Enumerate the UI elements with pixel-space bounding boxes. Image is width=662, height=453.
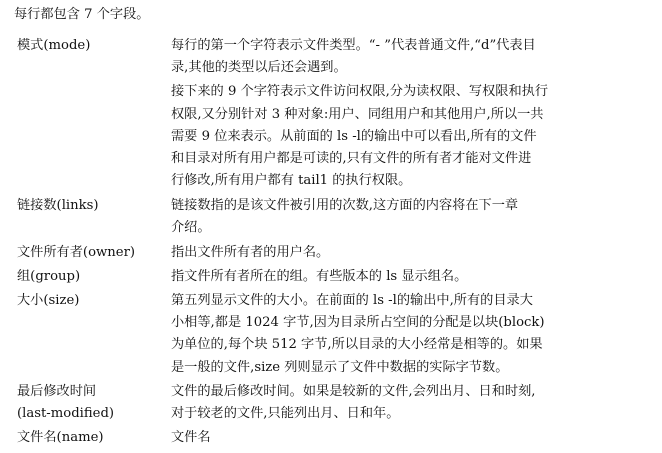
field-description — [171, 290, 651, 379]
desc-line: 需要 9 位来表示。从前面的 ls -l的输出中可以看出,所有的文件 — [171, 128, 537, 144]
desc-line: 指出文件所有者的用户名。 — [171, 245, 330, 260]
field-term: 文件名(name) — [17, 430, 104, 445]
desc-line: 录,其他的类型以后还会遇到。 — [171, 60, 347, 76]
desc-line: 和目录对所有用户都是可读的,只有文件的所有者才能对文件进 — [171, 151, 532, 167]
field-term: 文件所有者(owner) — [17, 245, 136, 260]
field-term: 大小(size) — [17, 293, 80, 308]
desc-line: 对于较老的文件,只能列出月、日和年。 — [171, 406, 400, 422]
desc-line: 指文件所有者所在的组。有些版本的 ls 显示组名。 — [171, 269, 468, 284]
field-term-line: 最后修改时间 — [17, 384, 97, 399]
field-term: 链接数(links) — [17, 198, 99, 213]
field-term — [17, 381, 114, 425]
desc-line: 权限,又分别针对 3 种对象:用户、同组用户和其他用户,所以一共 — [171, 106, 544, 122]
field-term: 组(group) — [17, 269, 81, 284]
desc-line: 第五列显示文件的大小。在前面的 ls -l的输出中,所有的目录大 — [171, 293, 533, 308]
field-description — [171, 35, 651, 192]
desc-line: 链接数指的是该文件被引用的次数,这方面的内容将在下一章 — [171, 198, 519, 213]
intro-line: 每行都包含 7 个字段。 — [14, 7, 150, 22]
desc-line: 小相等,都是 1024 字节,因为目录所占空间的分配是以块(block) — [171, 315, 545, 331]
field-description — [171, 242, 651, 264]
desc-line: 文件名 — [171, 430, 211, 445]
desc-line: 文件的最后修改时间。如果是较新的文件,会列出月、日和时刻, — [171, 384, 536, 399]
desc-line: 介绍。 — [171, 220, 211, 236]
field-description — [171, 266, 651, 288]
field-term: 模式(mode) — [17, 38, 91, 53]
field-term-line: (last-modified) — [17, 406, 115, 422]
field-description — [171, 427, 651, 449]
desc-line: 每行的第一个字符表示文件类型。“- ”代表普通文件,“d”代表目 — [171, 38, 536, 53]
field-description — [171, 381, 651, 425]
desc-line: 是一般的文件,size 列则显示了文件中数据的实际字节数。 — [171, 359, 509, 375]
desc-line: 行修改,所有用户都有 tail1 的执行权限。 — [171, 173, 412, 189]
field-description — [171, 195, 651, 239]
desc-line: 为单位的,每个块 512 字节,所以目录的大小经常是相等的。如果 — [171, 337, 543, 353]
desc-line: 接下来的 9 个字符表示文件访问权限,分为读权限、写权限和执行 — [171, 84, 549, 100]
